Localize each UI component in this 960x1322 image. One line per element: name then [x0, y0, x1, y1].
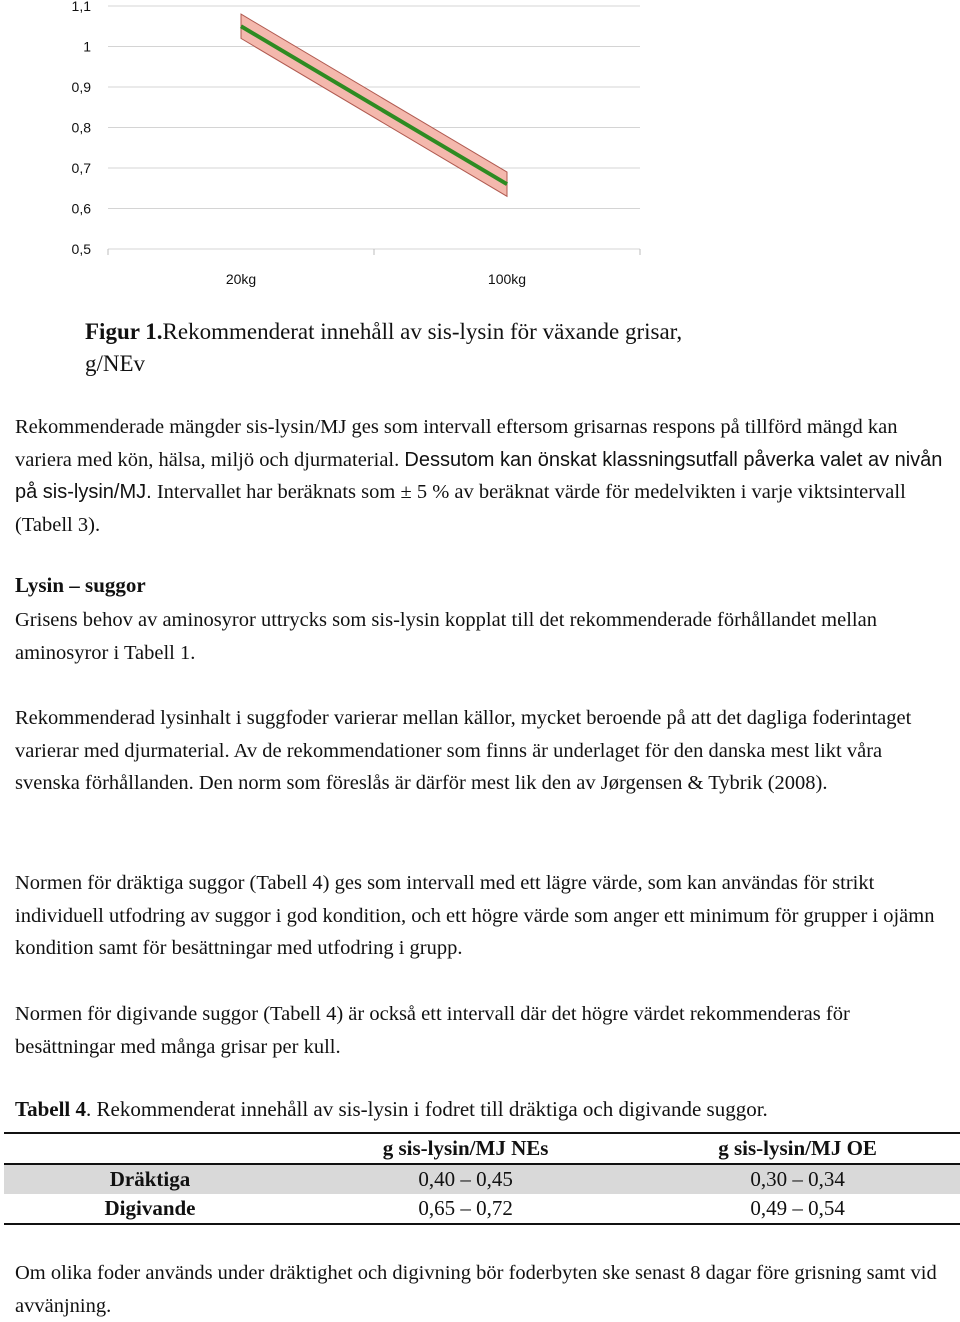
lysin-chart — [0, 0, 700, 300]
row-label: Dräktiga — [4, 1164, 296, 1194]
table-header-empty — [4, 1133, 296, 1164]
table-header-oe: g sis-lysin/MJ OE — [718, 1136, 877, 1160]
paragraph-1-end: Intervallet har beräknats som ± 5 % av beräknat värde för medelvikten i varje viktsintervall (Tabell 3). — [15, 481, 906, 536]
paragraph-1-serif: Rekommenderade mängder sis-lysin/MJ ges som intervall eftersom grisarnas respons på tillförd mängd kan variera med kön, hälsa, miljö och djurmaterial. — [15, 416, 898, 471]
paragraph-draktiga: Normen för dräktiga suggor (Tabell 4) ges som intervall med ett lägre värde, som kan användas för strikt individuell utfodring av suggor i god kondition, och ett högre värde som anger ett minimum för grupper i ojämn kondition samt för besättningar med utfodring i grupp. — [15, 872, 935, 959]
cell-oe: 0,49 – 0,54 — [750, 1196, 845, 1220]
x-axis — [226, 271, 526, 287]
table-header-row — [4, 1133, 960, 1164]
x-tick-label: 20kg — [225, 271, 257, 287]
figure-caption — [85, 316, 685, 380]
figure-caption-text: Rekommenderat innehåll av sis-lysin för växande grisar, g/NEv — [85, 319, 683, 376]
table-label: Tabell 4 — [15, 1097, 86, 1121]
row-label: Digivande — [104, 1196, 196, 1220]
lysin-table — [4, 1132, 960, 1225]
table-row — [4, 1194, 960, 1224]
table-caption-text: . Rekommenderat innehåll av sis-lysin i fodret till dräktiga och digivande suggor. — [86, 1097, 768, 1121]
paragraph-1-sans: Dessutom kan önskat klassningsutfall påverka valet av nivån på sis-lysin/MJ. — [15, 448, 943, 503]
paragraph-foderbyte: Om olika foder används under dräktighet och digivning bör foderbyten ske senast 8 dagar före grisning samt vid avvänjning. — [15, 1262, 937, 1317]
cell-oe: 0,30 – 0,34 — [635, 1164, 960, 1194]
y-tick-label: 0,9 — [71, 79, 91, 95]
table-header-nes: g sis-lysin/MJ NEs — [382, 1136, 549, 1160]
chart-grid — [108, 6, 640, 255]
y-tick-label: 1 — [83, 38, 91, 55]
table-caption — [15, 1097, 955, 1122]
y-tick-label: 1,1 — [71, 0, 91, 14]
figure-label: Figur 1. — [85, 319, 163, 344]
y-tick-label: 0,7 — [71, 160, 91, 176]
paragraph-digivande: Normen för digivande suggor (Tabell 4) är också ett intervall där det högre värdet rekommenderas för besättningar med många grisar per kull. — [15, 1003, 850, 1058]
cell-nes: 0,40 – 0,45 — [296, 1164, 635, 1194]
series-line — [241, 26, 507, 184]
section-heading: Lysin – suggor — [15, 573, 146, 597]
y-axis — [72, 0, 92, 257]
y-tick-label: 0,5 — [71, 241, 91, 257]
y-tick-label: 0,6 — [71, 200, 91, 217]
cell-nes: 0,65 – 0,72 — [418, 1196, 513, 1220]
x-tick-label: 100kg — [487, 271, 527, 287]
paragraph-aminosyror: Grisens behov av aminosyror uttrycks som sis-lysin kopplat till det rekommenderade förhållandet mellan aminosyror i Tabell 1. — [15, 609, 877, 664]
paragraph-lysinhalt: Rekommenderad lysinhalt i suggfoder varierar mellan källor, mycket beroende på att det dagliga foderintaget varierar med djurmaterial. Av de rekommendationer som finns är underlaget för den danska mest likt våra svenska förhållanden. Den norm som föreslås är därför mest lik den av Jørgensen & Tybrik (2008). — [15, 707, 912, 794]
table-row — [4, 1164, 960, 1194]
paragraph-intervall — [15, 411, 950, 541]
y-tick-label: 0,8 — [71, 119, 91, 136]
